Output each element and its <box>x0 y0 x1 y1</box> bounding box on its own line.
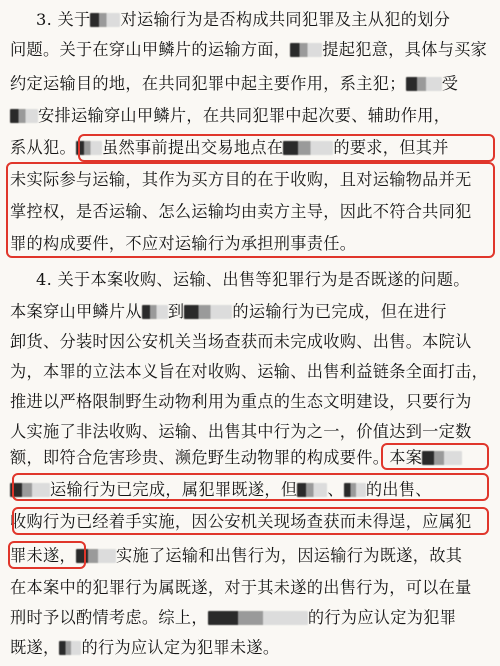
redacted-name <box>283 141 333 155</box>
text-line <box>10 606 500 630</box>
text-segment: 系从犯。 <box>10 138 76 157</box>
redacted-name <box>76 141 102 155</box>
text-segment: 受 <box>441 74 459 93</box>
text-segment: 罪未遂， <box>10 546 76 565</box>
text-segment: 在本案中的犯罪行为属既遂，对于其未遂的出售行为，可以在量 <box>10 578 472 597</box>
redacted-name <box>290 43 322 57</box>
text-segment: 安排运输穿山甲鳞片，在共同犯罪中起次要、辅助作用， <box>38 106 451 125</box>
text-segment: 本案穿山甲鳞片从 <box>10 302 142 321</box>
text-segment: 未实际参与运输，其作为买方目的在于收购，且对运输物品并无 <box>10 170 472 189</box>
text-segment: 推进以严格限制野生动物利用为重点的生态文明建设，只要行为 <box>10 392 472 411</box>
text-line <box>10 510 500 534</box>
text-segment: 的运输行为已完成，但在进行 <box>232 302 447 321</box>
redacted-name <box>297 483 327 497</box>
text-line <box>10 420 500 444</box>
redacted-name <box>184 305 232 319</box>
text-line <box>10 636 500 660</box>
text-segment: 的要求，但其并 <box>333 138 449 157</box>
text-segment: 约定运输目的地，在共同犯罪中起主要作用，系主犯； <box>10 74 406 93</box>
text-line <box>10 104 500 128</box>
text-line <box>36 268 500 292</box>
text-line <box>10 576 500 600</box>
text-segment: 卸货、分装时因公安机关当场查获而未完成收购、出售。本院认 <box>10 332 472 351</box>
redacted-name <box>90 13 120 27</box>
text-segment: 收购行为已经着手实施，因公安机关现场查获而未得逞，应属犯 <box>10 512 472 531</box>
text-segment: 的行为应认定为犯罪未遂。 <box>81 638 280 657</box>
redacted-name <box>142 305 168 319</box>
text-line <box>36 8 500 32</box>
redacted-name <box>208 611 308 625</box>
redacted-name <box>344 483 366 497</box>
text-segment: 刑时予以酌情考虑。综上， <box>10 608 208 627</box>
text-line <box>10 478 500 502</box>
redacted-name <box>76 549 116 563</box>
text-segment: 的行为应认定为犯罪 <box>307 608 457 627</box>
text-segment: 4. 关于本案收购、运输、出售等犯罪行为是否既遂的问题。 <box>36 270 470 289</box>
text-line <box>10 300 500 324</box>
text-line <box>10 136 500 160</box>
text-line <box>10 330 500 354</box>
text-segment: 罪的构成要件，不应对运输行为承担刑事责任。 <box>10 234 357 253</box>
text-segment: 到 <box>167 302 185 321</box>
text-segment: 额，即符合危害珍贵、濒危野生动物罪的构成要件。本案 <box>10 448 423 467</box>
text-line <box>10 168 500 192</box>
text-line <box>10 72 500 96</box>
redacted-name <box>59 641 81 655</box>
text-segment: 既遂， <box>10 638 60 657</box>
text-segment: 提起犯意，具体与买家 <box>322 40 488 59</box>
text-line <box>10 390 500 414</box>
text-segment: 3. 关于 <box>36 10 91 29</box>
text-segment: 问题。关于在穿山甲鳞片的运输方面， <box>10 40 291 59</box>
text-segment: 人实施了非法收购、运输、出售其中行为之一，价值达到一定数 <box>10 422 472 441</box>
text-line <box>10 232 500 256</box>
text-segment: 的出售、 <box>365 480 432 499</box>
redacted-name <box>10 483 50 497</box>
redacted-name <box>422 451 462 465</box>
text-line <box>10 544 500 568</box>
text-segment: 、 <box>327 480 344 499</box>
text-segment: 对运输行为是否构成共同犯罪及主从犯的划分 <box>120 10 451 29</box>
text-segment: 虽然事前提出交易地点在 <box>101 138 284 157</box>
text-line <box>10 360 500 384</box>
text-line <box>10 200 500 224</box>
text-line <box>10 446 500 470</box>
text-segment: 运输行为已完成，属犯罪既遂，但 <box>50 480 298 499</box>
redacted-name <box>10 109 38 123</box>
text-segment: 实施了运输和出售行为，因运输行为既遂，故其 <box>115 546 463 565</box>
text-segment: 掌控权，是否运输、怎么运输均由卖方主导，因此不符合共同犯 <box>10 202 472 221</box>
text-segment: 为，本罪的立法本义旨在对收购、运输、出售利益链条全面打击， <box>10 362 489 381</box>
text-line <box>10 38 500 62</box>
redacted-name <box>406 77 442 91</box>
